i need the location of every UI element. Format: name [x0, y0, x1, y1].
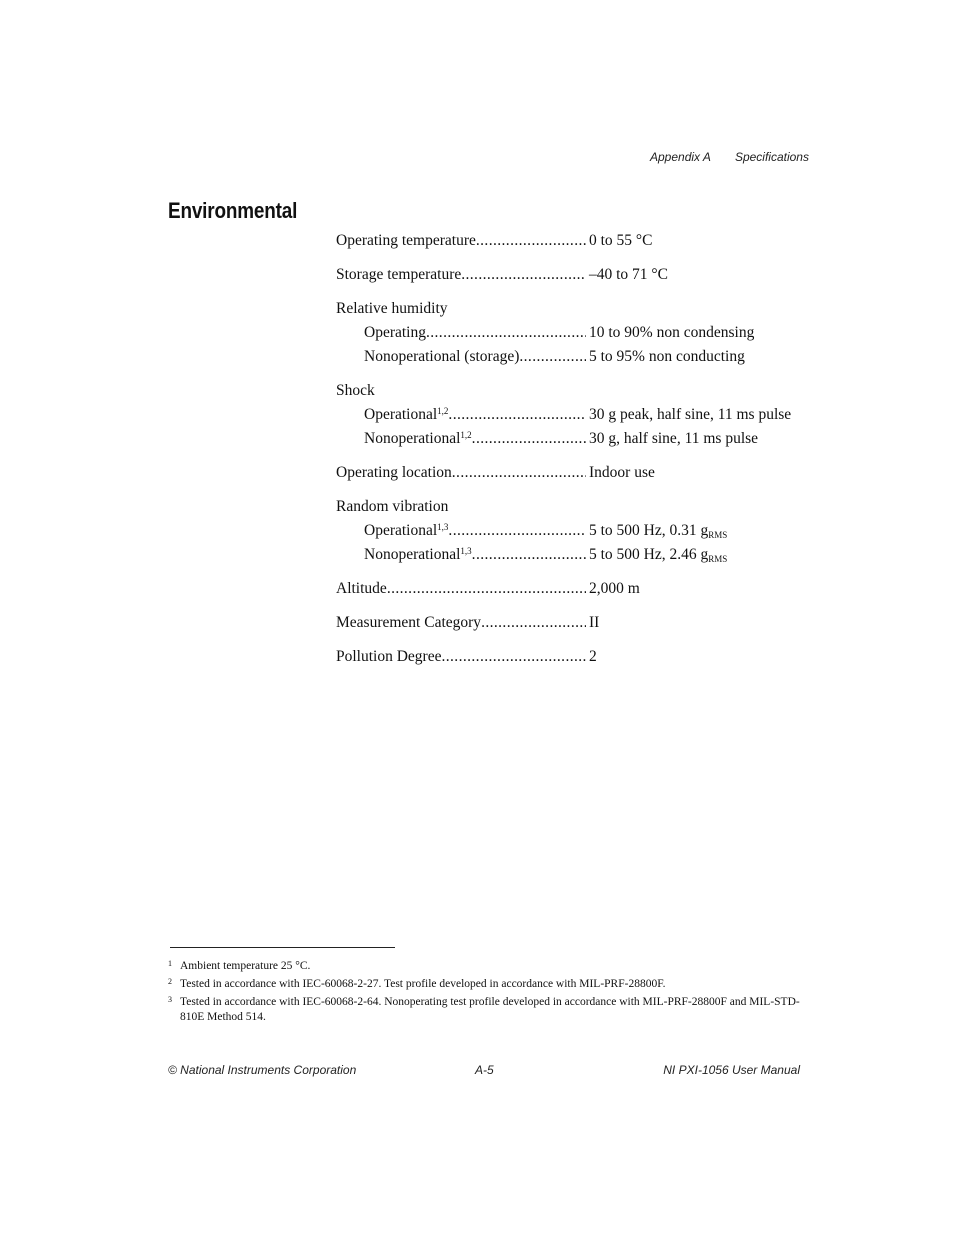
spec-pollution-degree	[336, 645, 806, 669]
spec-group-heading: Random vibration	[336, 498, 449, 515]
footnote-text: Ambient temperature 25 °C.	[180, 960, 311, 972]
footnote	[168, 959, 808, 974]
spec-operating-location	[336, 461, 806, 485]
spec-operating-temperature	[336, 229, 806, 253]
spec-label: Operating temperature	[336, 232, 476, 249]
footnote	[168, 995, 808, 1025]
unit-subscript: RMS	[708, 554, 728, 564]
spec-value: 30 g peak, half sine, 11 ms pulse	[589, 406, 792, 423]
spec-label: Pollution Degree	[336, 648, 442, 665]
spec-value: 2	[589, 648, 597, 665]
spec-measurement-category	[336, 611, 806, 635]
footnote-number: 2	[168, 977, 172, 986]
spec-label: Nonoperational (storage)	[364, 348, 520, 365]
spec-altitude	[336, 577, 806, 601]
spec-label: Storage temperature	[336, 266, 462, 283]
spec-value: 5 to 500 Hz, 0.31 g	[589, 522, 709, 539]
footnote-ref: 1,3	[460, 546, 472, 556]
spec-label: Measurement Category	[336, 614, 482, 631]
spec-storage-temperature	[336, 263, 806, 287]
footnote-ref: 1,2	[460, 430, 472, 440]
spec-value: II	[589, 614, 600, 631]
spec-label: Operating	[364, 324, 426, 341]
spec-value: 5 to 95% non conducting	[589, 348, 745, 365]
spec-value: 0 to 55 °C	[589, 232, 653, 249]
spec-label: Operational	[364, 522, 438, 539]
spec-value: 30 g, half sine, 11 ms pulse	[589, 430, 759, 447]
spec-value: 5 to 500 Hz, 2.46 g	[589, 546, 709, 563]
header-section: Appendix A	[650, 150, 711, 164]
spec-label: Nonoperational	[364, 546, 461, 563]
spec-value: 2,000 m	[589, 580, 640, 597]
spec-value: –40 to 71 °C	[589, 266, 668, 283]
spec-group-heading: Shock	[336, 382, 375, 399]
spec-label: Operating location	[336, 464, 452, 481]
footnote-ref: 1,3	[437, 522, 449, 532]
footnotes	[168, 959, 808, 1028]
spec-random-vibration	[336, 495, 806, 567]
footer-manual-title: NI PXI-1056 User Manual	[663, 1063, 800, 1077]
unit-subscript: RMS	[708, 530, 728, 540]
spec-group-heading: Relative humidity	[336, 300, 448, 317]
spec-label: Altitude	[336, 580, 387, 597]
footer-copyright: © National Instruments Corporation	[168, 1063, 357, 1077]
spec-label: Nonoperational	[364, 430, 461, 447]
spec-label: Operational	[364, 406, 438, 423]
footnote-number: 3	[168, 995, 172, 1004]
spec-value: 10 to 90% non condensing	[589, 324, 755, 341]
spec-relative-humidity	[336, 297, 806, 369]
page-number: A-5	[475, 1063, 494, 1077]
footnote-number: 1	[168, 959, 172, 968]
footnote-ref: 1,2	[437, 406, 449, 416]
spec-list	[336, 229, 806, 679]
spec-value: Indoor use	[589, 464, 655, 481]
header-title: Specifications	[734, 150, 809, 164]
page-title: Environmental	[168, 198, 298, 223]
footnote-text: Tested in accordance with IEC-60068-2-64. Nonoperating test profile developed in accordance with MIL-PRF-28800F and MIL-STD-810E Method 514.	[180, 996, 800, 1023]
footnote-divider	[170, 947, 395, 948]
footnote-text: Tested in accordance with IEC-60068-2-27. Test profile developed in accordance with MIL-PRF-28800F.	[180, 978, 666, 990]
spec-shock	[336, 379, 806, 451]
footnote	[168, 977, 808, 992]
running-header	[650, 150, 809, 164]
